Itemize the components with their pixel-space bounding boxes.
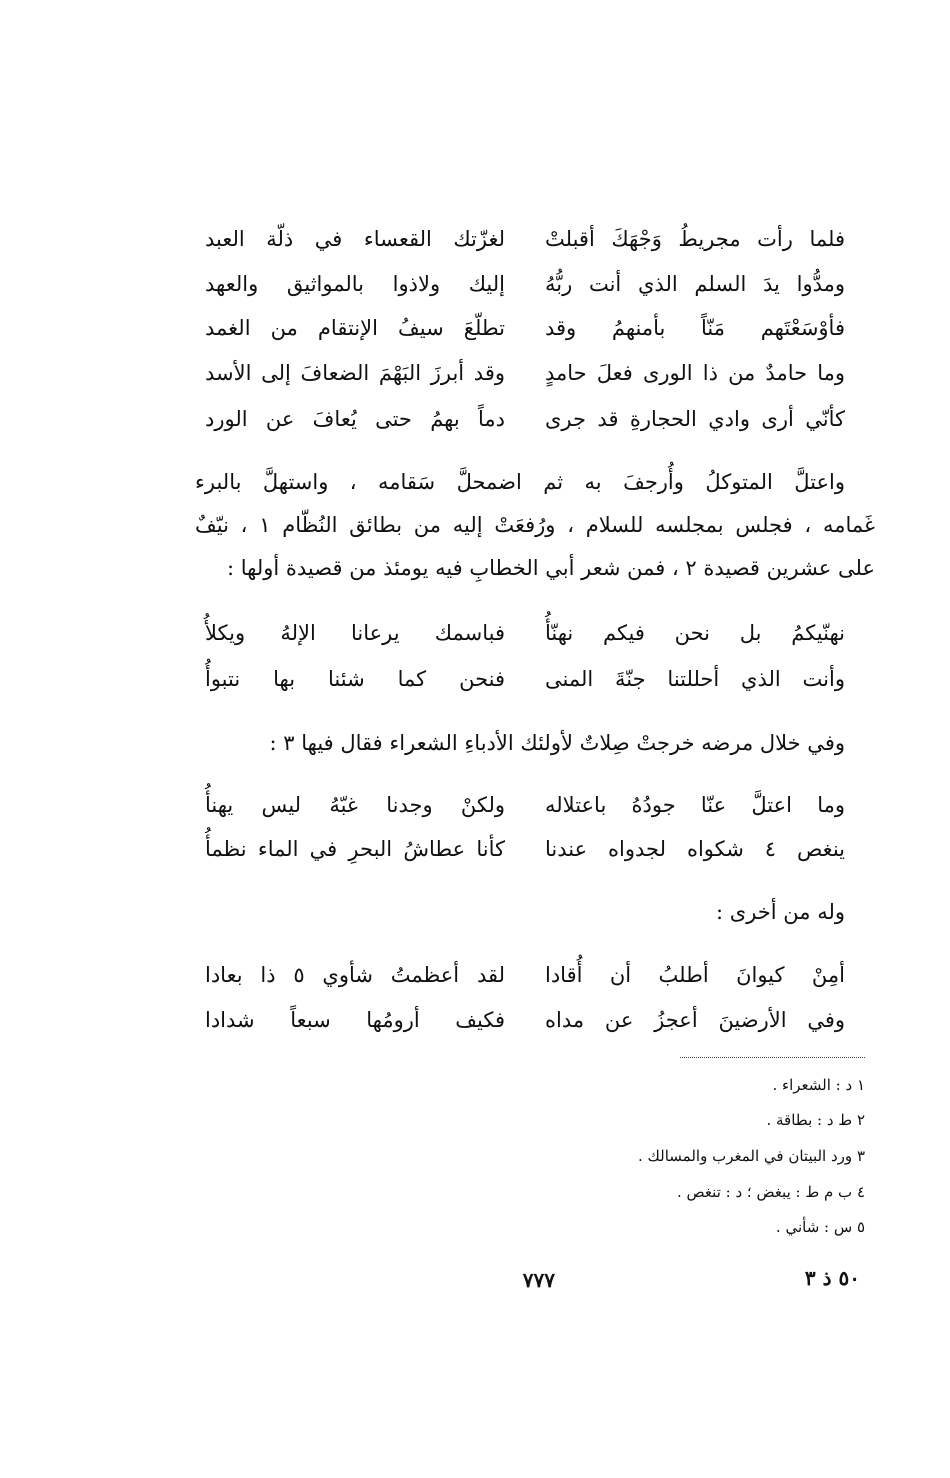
second-hemistich: تطلّعَ سيفُ الإنتقام من الغمد	[205, 316, 505, 340]
first-hemistich: كأنّي أرى وادي الحجارةِ قد جرى	[545, 407, 845, 431]
first-hemistich: ومدُّوا يدَ السلم الذي أنت ربُّهُ	[545, 272, 845, 296]
first-hemistich: وما حامدٌ من ذا الورى فعلَ حامدٍ	[545, 361, 845, 385]
footnote-separator	[680, 1057, 865, 1058]
second-hemistich: لقد أعظمتُ شأوي ٥ ذا بعادا	[205, 963, 505, 987]
verse-line	[205, 611, 845, 655]
verse-line	[205, 217, 845, 261]
second-hemistich: لغزّتك القعساء في ذلّة العبد	[205, 227, 505, 251]
prose-line: وفي خلال مرضه خرجتْ صِلاتٌ لأولئك الأدباءِ الشعراء فقال فيها ٣ :	[269, 731, 845, 755]
page-number: ٧٧٧	[522, 1268, 555, 1292]
verse-line	[205, 657, 845, 701]
second-hemistich: وقد أبرزَ البَهْمَ الضعافَ إلى الأسد	[205, 361, 505, 385]
first-hemistich: فأوْسَعْتَهم مَنّاً بأمنهمُ وقد	[545, 316, 845, 340]
prose-line: غَمامه ، فجلس بمجلسه للسلام ، ورُفعَتْ إليه من بطائق النُظّام ١ ، نيّفٌ	[195, 513, 875, 537]
second-hemistich: ولكنْ وجدنا غبّهُ ليس يهنأُ	[205, 793, 505, 817]
first-hemistich: فلما رأت مجريطُ وَجْهَكَ أقبلتْ	[545, 227, 845, 251]
verse-line	[205, 953, 845, 997]
footnote: ١ د : الشعراء .	[772, 1076, 865, 1094]
first-hemistich: وأنت الذي أحللتنا جنّةَ المنى	[545, 667, 845, 691]
first-hemistich: ينغص ٤ شكواه لجدواه عندنا	[545, 837, 845, 861]
verse-line	[205, 397, 845, 441]
prose-line: واعتلَّ المتوكلُ وأُرجفَ به ثم اضمحلَّ سَقامه ، واستهلَّ بالبرء	[195, 470, 845, 494]
second-hemistich: فكيف أرومُها سبعاً شدادا	[205, 1008, 505, 1032]
printer-signature: ٥٠ ذ ٣	[804, 1266, 860, 1290]
prose-line: على عشرين قصيدة ٢ ، فمن شعر أبي الخطابِ فيه يومئذ من قصيدة أولها :	[227, 556, 875, 580]
second-hemistich: كأنا عطاشُ البحرِ في الماء نظمأُ	[205, 837, 505, 861]
footnote: ٢ ط د : بطاقة .	[766, 1111, 865, 1129]
prose-line: وله من أخرى :	[716, 900, 845, 924]
verse-line	[205, 262, 845, 306]
verse-line	[205, 783, 845, 827]
first-hemistich: نهنّيكمُ بل نحن فيكم نهنّأُ	[545, 621, 845, 645]
second-hemistich: فنحن كما شئنا بها نتبوأُ	[205, 667, 505, 691]
verse-line	[205, 351, 845, 395]
footnote: ٤ ب م ط : يبغض ؛ د : تنغص .	[677, 1183, 865, 1201]
footnote: ٥ س : شأني .	[775, 1218, 865, 1236]
first-hemistich: وما اعتلَّ عنّا جودُهُ باعتلاله	[545, 793, 845, 817]
second-hemistich: إليك ولاذوا بالمواثيق والعهد	[205, 272, 505, 296]
footnote: ٣ ورد البيتان في المغرب والمسالك .	[637, 1147, 865, 1165]
second-hemistich: دماً بهمُ حتى يُعافَ عن الورد	[205, 407, 505, 431]
verse-line	[205, 827, 845, 871]
first-hemistich: وفي الأرضينَ أعجزُ عن مداه	[545, 1008, 845, 1032]
second-hemistich: فباسمك يرعانا الإلهُ ويكلأُ	[205, 621, 505, 645]
verse-line	[205, 998, 845, 1042]
first-hemistich: أمِنْ كيوانَ أطلبُ أن أُقادا	[545, 963, 845, 987]
verse-line	[205, 306, 845, 350]
